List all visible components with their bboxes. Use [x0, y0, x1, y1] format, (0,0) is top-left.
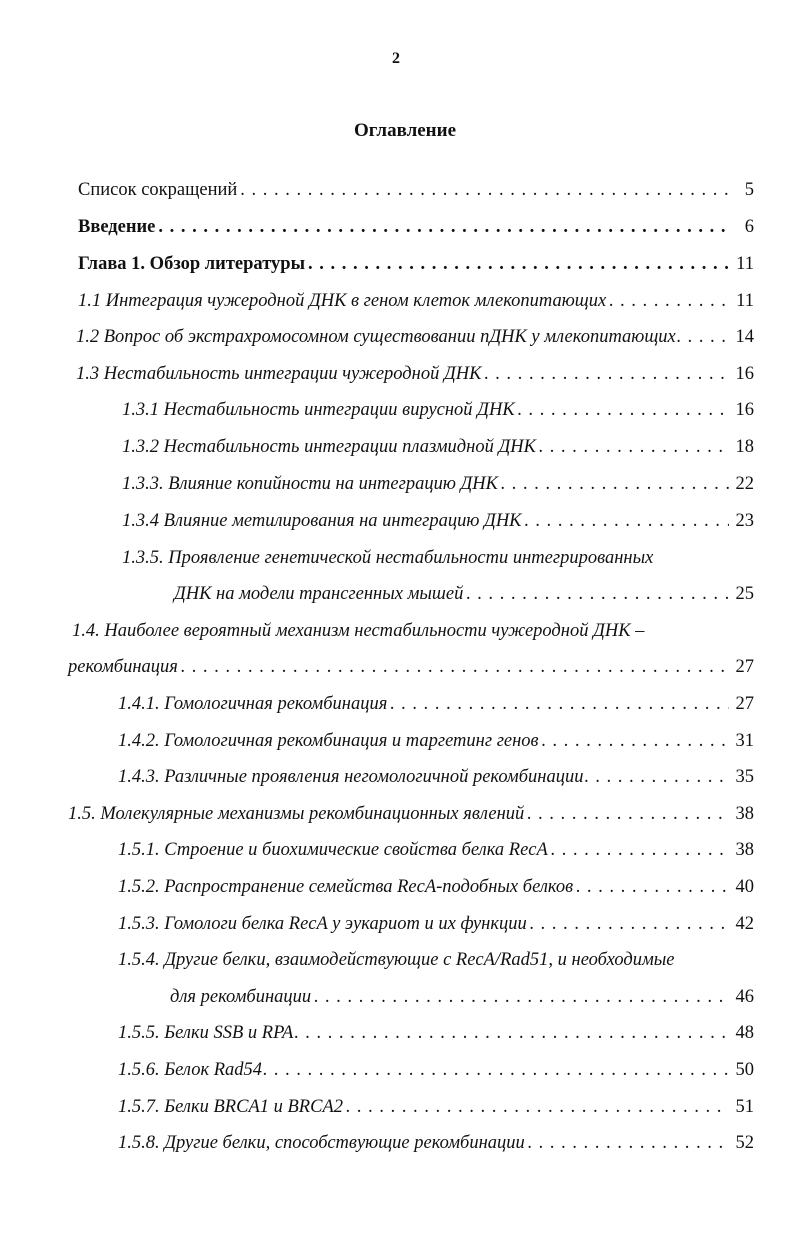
toc-entry-page: 16: [735, 400, 754, 420]
toc-entry[interactable]: [68, 657, 754, 683]
toc-entry-page: 25: [735, 584, 754, 604]
leader-dots: [518, 400, 729, 421]
toc-entry-page: 51: [735, 1097, 754, 1117]
toc-entry[interactable]: [118, 840, 754, 866]
toc-entry-page: 11: [736, 291, 754, 311]
toc-entry-text: 1.3.4 Влияние метилирования на интеграцию ДНК: [122, 511, 522, 531]
leader-dots: [501, 474, 729, 495]
toc-entry-text: 1.5.2. Распространение семейства RecA-подобных белков: [118, 877, 574, 897]
toc-entry-text: Список сокращений: [78, 180, 238, 200]
toc-entry-text: 1.5.3. Гомологи белка RecA у эукариот и их функции: [118, 914, 527, 934]
toc-entry-page: 40: [735, 877, 754, 897]
leader-dots: [484, 364, 729, 385]
toc-entry-page: 31: [735, 731, 754, 751]
toc-entry-page: 6: [744, 217, 754, 237]
toc-entry-text: 1.5. Молекулярные механизмы рекомбинационных явлений: [68, 804, 525, 824]
toc-entry[interactable]: [68, 804, 754, 830]
toc-entry-page: 42: [735, 914, 754, 934]
toc-entry-page: 22: [735, 474, 754, 494]
toc-entry-text: Введение: [78, 217, 156, 237]
toc-entry-line1[interactable]: 1.5.4. Другие белки, взаимодействующие с RecA/Rad51, и необходимые: [118, 950, 675, 970]
toc-entry-page: 5: [744, 180, 754, 200]
leader-dots: [530, 914, 729, 935]
leader-dots: [240, 180, 729, 201]
toc-entry[interactable]: [122, 400, 754, 426]
leader-dots: [584, 767, 731, 788]
toc-entry[interactable]: [118, 1023, 754, 1049]
leader-dots: [263, 1060, 731, 1081]
toc-entry-text: 1.4.1. Гомологичная рекомбинация: [118, 694, 388, 714]
leader-dots: [294, 1023, 731, 1044]
toc-entry[interactable]: [76, 364, 754, 390]
toc-entry-page: 38: [735, 840, 754, 860]
leader-dots: [390, 694, 729, 715]
toc-entry[interactable]: [76, 327, 754, 353]
toc-entry-text: для рекомбинации: [170, 987, 312, 1007]
toc-entry-page: 27: [735, 657, 754, 677]
toc-entry-text: 1.5.5. Белки SSB и RPA: [118, 1023, 294, 1043]
toc-entry[interactable]: [118, 877, 754, 903]
leader-dots: [158, 217, 729, 238]
toc-entry-page: 35: [735, 767, 754, 787]
toc-entry-text: 1.5.8. Другие белки, способствующие рекомбинации: [118, 1133, 525, 1153]
toc-entry-text: 1.3.2 Нестабильность интеграции плазмидной ДНК: [122, 437, 536, 457]
leader-dots: [576, 877, 729, 898]
toc-entry-text: 1.4.3. Различные проявления негомологичной рекомбинации: [118, 767, 584, 787]
toc-entry[interactable]: [170, 987, 754, 1013]
toc-entry[interactable]: [118, 1060, 754, 1086]
toc-entry[interactable]: [174, 584, 754, 610]
toc-entry[interactable]: [118, 767, 754, 793]
toc-entry-page: 16: [735, 364, 754, 384]
leader-dots: [539, 437, 729, 458]
toc-entry-line1[interactable]: 1.3.5. Проявление генетической нестабильности интегрированных: [122, 548, 654, 568]
toc-entry[interactable]: [118, 731, 754, 757]
leader-dots: [609, 291, 729, 312]
toc-entry[interactable]: [78, 254, 754, 280]
leader-dots: [528, 1133, 729, 1154]
leader-dots: [527, 804, 729, 825]
leader-dots: [551, 840, 729, 861]
toc-entry-page: 52: [735, 1133, 754, 1153]
toc-entry[interactable]: [118, 694, 754, 720]
toc-title: Оглавление: [353, 120, 457, 141]
leader-dots: [542, 731, 729, 752]
leader-dots: [314, 987, 729, 1008]
toc-entry[interactable]: [78, 291, 754, 317]
toc-entry-text: 1.5.6. Белок Rad54: [118, 1060, 263, 1080]
toc-entry[interactable]: [122, 437, 754, 463]
leader-dots: [466, 584, 729, 605]
toc-entry[interactable]: [118, 914, 754, 940]
toc-entry[interactable]: [78, 180, 754, 206]
leader-dots: [308, 254, 729, 275]
toc-entry[interactable]: [118, 1133, 754, 1159]
toc-entry-page: 11: [736, 254, 754, 274]
toc-entry-page: 27: [735, 694, 754, 714]
toc-entry-page: 14: [735, 327, 754, 347]
toc-entry-text: 1.5.1. Строение и биохимические свойства белка RecA: [118, 840, 548, 860]
toc-entry-text: 1.4.2. Гомологичная рекомбинация и таргетинг генов: [118, 731, 539, 751]
toc-entry[interactable]: [122, 474, 754, 500]
toc-entry-page: 23: [735, 511, 754, 531]
toc-entry-text: 1.2 Вопрос об экстрахромосомном существовании пДНК у млекопитающих: [76, 327, 676, 347]
toc-entry-text: 1.3.1 Нестабильность интеграции вирусной ДНК: [122, 400, 515, 420]
toc-entry[interactable]: [118, 1097, 754, 1123]
toc-entry-text: 1.1 Интеграция чужеродной ДНК в геном клеток млекопитающих: [78, 291, 607, 311]
toc-entry-page: 50: [735, 1060, 754, 1080]
toc-entry-text: ДНК на модели трансгенных мышей: [174, 584, 464, 604]
toc-entry-text: 1.5.7. Белки BRCA1 и BRCA2: [118, 1097, 343, 1117]
toc-entry-text: Глава 1. Обзор литературы: [78, 254, 306, 274]
toc-entry[interactable]: [78, 217, 754, 243]
toc-entry-page: 46: [735, 987, 754, 1007]
leader-dots: [677, 327, 731, 348]
leader-dots: [181, 657, 729, 678]
toc-entry-text: 1.3 Нестабильность интеграции чужеродной ДНК: [76, 364, 482, 384]
toc-entry-text: рекомбинация: [68, 657, 178, 677]
page-number: 2: [392, 50, 400, 67]
toc-entry-page: 38: [735, 804, 754, 824]
toc-entry-page: 18: [735, 437, 754, 457]
toc-entry-line1[interactable]: 1.4. Наиболее вероятный механизм нестабильности чужеродной ДНК –: [72, 621, 645, 641]
leader-dots: [346, 1097, 729, 1118]
toc-entry[interactable]: [122, 511, 754, 537]
toc-entry-page: 48: [735, 1023, 754, 1043]
toc-entry-text: 1.3.3. Влияние копийности на интеграцию ДНК: [122, 474, 498, 494]
leader-dots: [524, 511, 729, 532]
